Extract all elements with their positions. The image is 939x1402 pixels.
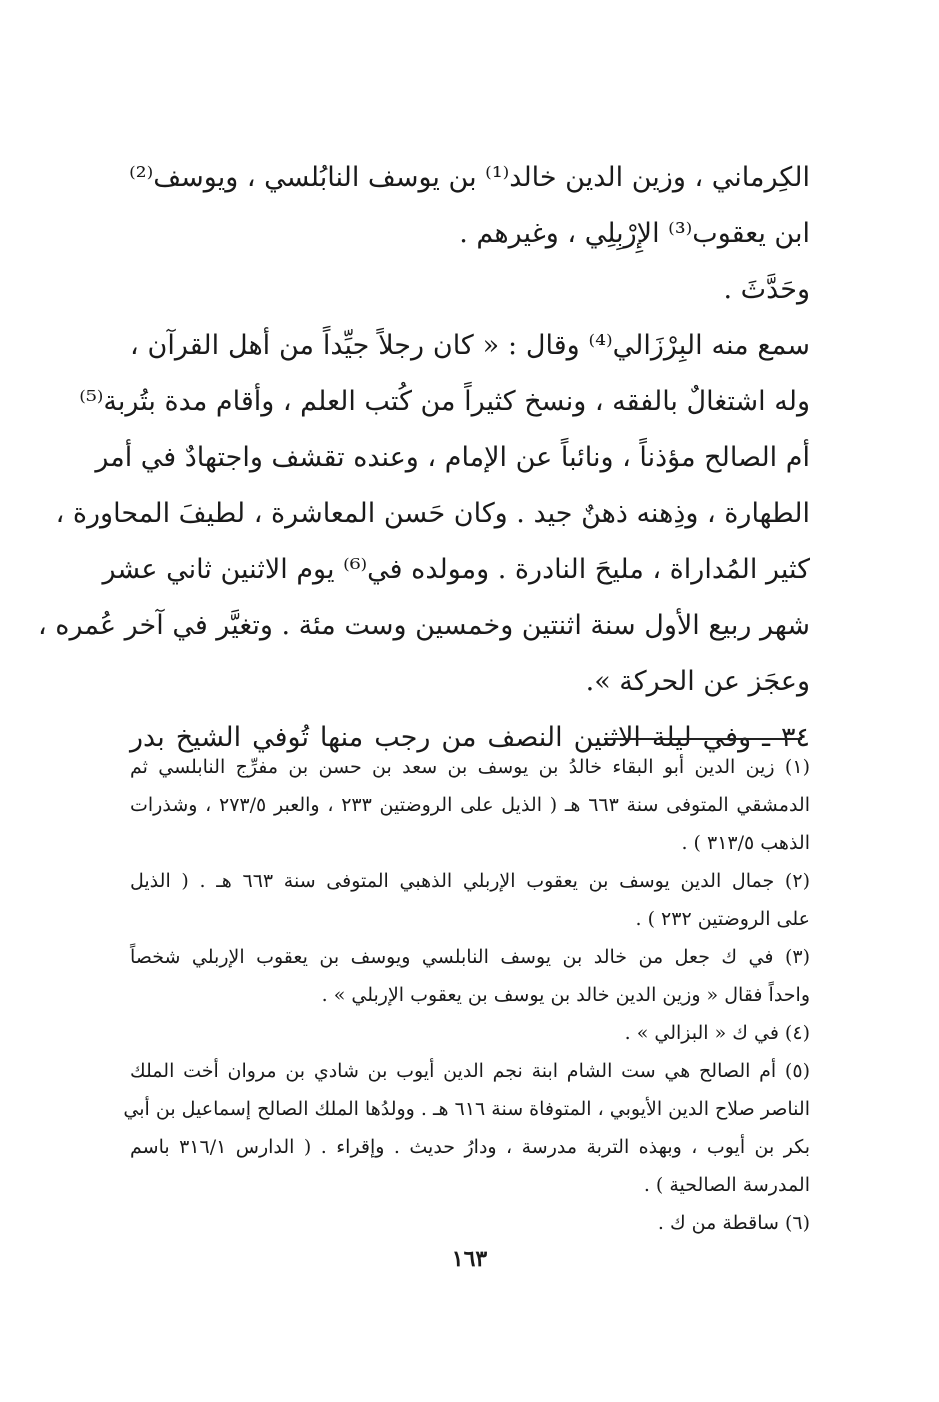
footnote-4-line-1: (٤) في ك « البزالي » . [624, 1022, 810, 1044]
footnote-4 [130, 1014, 810, 1052]
footnote-2 [130, 862, 810, 938]
footnote-3 [130, 938, 810, 1014]
footnote-5-line-1: (٥) أم الصالح هي ست الشام ابنة نجم الدين أيوب بن شادي بن مروان أخت الملك [130, 1060, 810, 1082]
footnote-divider [604, 738, 802, 740]
main-line-11-entry-34: ٣٤ ـ وفي ليلة الاثنين النصف من رجب منها تُوفي الشيخ بدر [130, 722, 810, 753]
main-line-6: أم الصالح مؤذناً ، ونائباً عن الإمام ، وعنده تقشف واجتهادٌ في أمر [95, 442, 810, 473]
footnote-3-line-2: واحداً فقال « وزين الدين خالد بن يوسف بن يعقوب الإربلي » . [321, 984, 810, 1006]
footnote-2-line-2: على الروضتين ٢٣٢ ) . [635, 908, 810, 930]
footnote-1-line-2: الدمشقي المتوفى سنة ٦٦٣ هـ ( الذيل على الروضتين ٢٣٣ ، والعبر ٢٧٣/٥ ، وشذرات [130, 794, 810, 816]
page-number: ١٦٣ [451, 1246, 488, 1272]
main-text-block [38, 150, 810, 766]
main-line-7: الطهارة ، وذِهنه ذهنٌ جيد . وكان حَسن المعاشرة ، لطيفَ المحاورة ، [55, 498, 810, 529]
main-line-4: سمع منه البِرْزَالي⁽⁴⁾ وقال : « كان رجلاً جيِّداً من أهل القرآن ، [130, 330, 810, 361]
footnote-1-line-3: الذهب ٣١٣/٥ ) . [681, 832, 810, 854]
main-line-1: الكِرماني ، وزين الدين خالد⁽¹⁾ بن يوسف النابُلسي ، ويوسف⁽²⁾ [129, 162, 810, 193]
footnote-1 [130, 748, 810, 862]
footnote-3-line-1: (٣) في ك جعل من خالد بن يوسف النابلسي ويوسف بن يعقوب الإربلي شخصاً [130, 946, 810, 968]
main-line-3: وحَدَّثَ . [723, 274, 810, 305]
footnote-2-line-1: (٢) جمال الدين يوسف بن يعقوب الإربلي الذهبي المتوفى سنة ٦٦٣ هـ . ( الذيل [130, 870, 810, 892]
footnote-5-line-2: الناصر صلاح الدين الأيوبي ، المتوفاة سنة ٦١٦ هـ . وولدُها الملك الصالح إسماعيل بن أبي [123, 1098, 810, 1120]
footnote-5 [123, 1052, 810, 1204]
footnote-1-line-1: (١) زين الدين أبو البقاء خالدُ بن يوسف بن سعد بن حسن بن مفرِّج النابلسي ثم [130, 756, 810, 778]
main-line-8: كثير المُداراة ، مليحَ النادرة . ومولده في⁽⁶⁾ يوم الاثنين ثاني عشر [102, 554, 810, 585]
main-line-2: ابن يعقوب⁽³⁾ الإِرْبِلِي ، وغيرهم . [459, 218, 810, 249]
footnote-6-line-1: (٦) ساقطة من ك . [657, 1212, 810, 1234]
footnote-5-line-4: المدرسة الصالحية ) . [643, 1174, 810, 1196]
footnote-6 [130, 1204, 810, 1242]
main-line-5: وله اشتغالٌ بالفقه ، ونسخ كثيراً من كُتب العلم ، وأقام مدة بتُربة⁽⁵⁾ [79, 386, 810, 417]
footnote-5-line-3: بكر بن أيوب ، وبهذه التربة مدرسة ، ودارُ حديث . وإقراء . ( الدارس ٣١٦/١ باسم [130, 1136, 810, 1158]
main-line-9: شهر ربيع الأول سنة اثنتين وخمسين وست مئة . وتغيَّر في آخر عُمره ، [38, 610, 810, 641]
main-line-10: وعجَز عن الحركة ». [585, 666, 810, 697]
footnotes-block [123, 748, 810, 1242]
